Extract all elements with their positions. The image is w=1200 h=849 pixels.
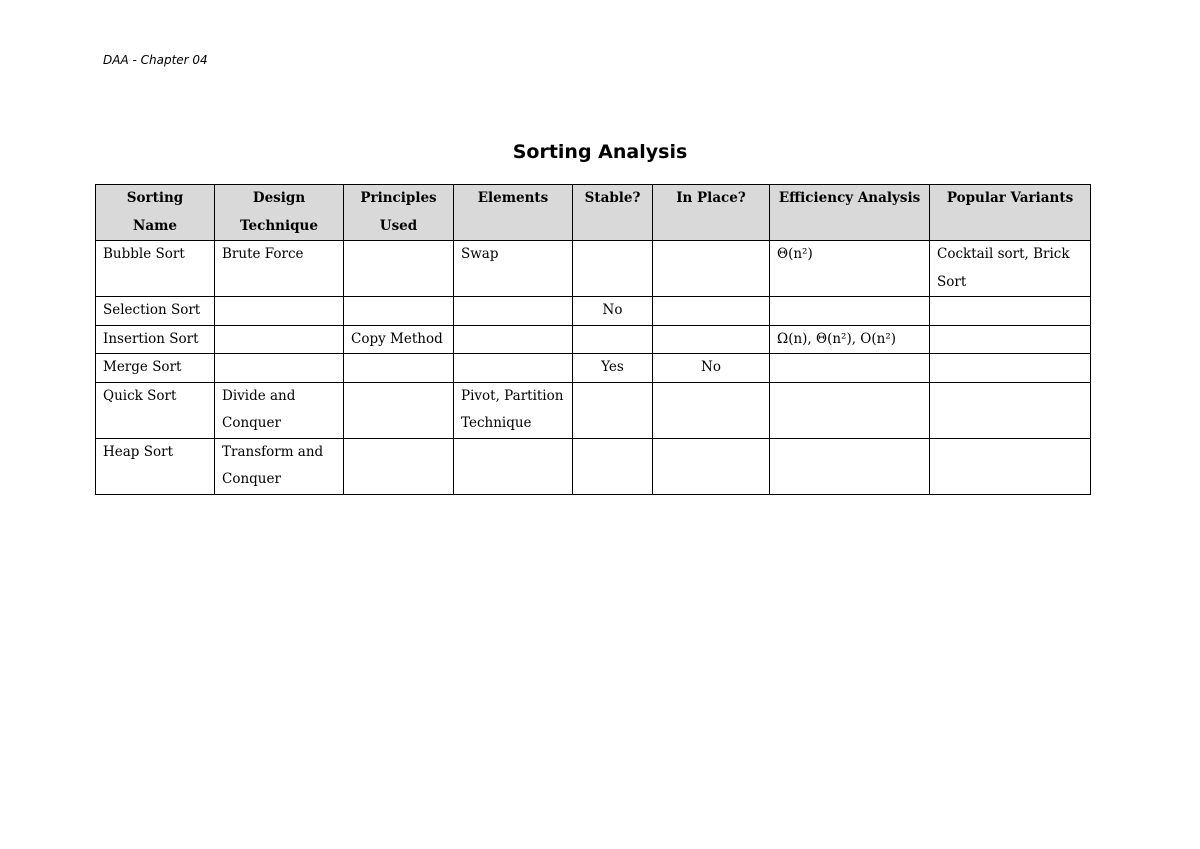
table-cell xyxy=(770,297,930,326)
table-cell xyxy=(930,325,1091,354)
table-cell xyxy=(930,382,1091,438)
table-cell xyxy=(215,297,344,326)
table-cell xyxy=(215,325,344,354)
table-cell xyxy=(454,325,573,354)
table-cell: Ω(n), Θ(n²), O(n²) xyxy=(770,325,930,354)
table-cell xyxy=(930,438,1091,494)
table-cell: Swap xyxy=(454,241,573,297)
table-row xyxy=(96,241,1091,297)
table-cell: Pivot, Partition Technique xyxy=(454,382,573,438)
table-row xyxy=(96,325,1091,354)
table-cell: Cocktail sort, Brick Sort xyxy=(930,241,1091,297)
table-cell xyxy=(653,438,770,494)
table-cell xyxy=(344,297,454,326)
table-cell xyxy=(215,354,344,383)
column-header: Sorting Name xyxy=(96,185,215,241)
table-cell: No xyxy=(573,297,653,326)
table-cell: Copy Method xyxy=(344,325,454,354)
table-cell xyxy=(344,241,454,297)
table-cell: Selection Sort xyxy=(96,297,215,326)
table-cell: No xyxy=(653,354,770,383)
table-row xyxy=(96,297,1091,326)
table-row xyxy=(96,354,1091,383)
table-cell xyxy=(454,354,573,383)
column-header: In Place? xyxy=(653,185,770,241)
column-header: Elements xyxy=(454,185,573,241)
table-cell xyxy=(573,382,653,438)
table-cell xyxy=(653,382,770,438)
table-cell: Θ(n²) xyxy=(770,241,930,297)
table-cell xyxy=(770,382,930,438)
table-cell xyxy=(930,354,1091,383)
table-cell xyxy=(573,241,653,297)
table-cell xyxy=(454,297,573,326)
table-cell: Divide and Conquer xyxy=(215,382,344,438)
table-header-row xyxy=(96,185,1091,241)
table-cell: Brute Force xyxy=(215,241,344,297)
sorting-analysis-table xyxy=(95,184,1091,495)
table-row xyxy=(96,438,1091,494)
table-cell: Heap Sort xyxy=(96,438,215,494)
table-row xyxy=(96,382,1091,438)
table-cell xyxy=(653,297,770,326)
table-cell: Transform and Conquer xyxy=(215,438,344,494)
table-cell xyxy=(573,325,653,354)
table-cell: Bubble Sort xyxy=(96,241,215,297)
table-cell: Quick Sort xyxy=(96,382,215,438)
table-cell: Merge Sort xyxy=(96,354,215,383)
table-cell xyxy=(770,354,930,383)
column-header: Popular Variants xyxy=(930,185,1091,241)
column-header: Efficiency Analysis xyxy=(770,185,930,241)
table-cell xyxy=(653,241,770,297)
table-cell xyxy=(454,438,573,494)
table-cell: Insertion Sort xyxy=(96,325,215,354)
table-cell xyxy=(653,325,770,354)
table-cell xyxy=(344,382,454,438)
page-header: DAA - Chapter 04 xyxy=(103,53,208,67)
table-cell xyxy=(930,297,1091,326)
column-header: Principles Used xyxy=(344,185,454,241)
table-cell xyxy=(573,438,653,494)
table-cell: Yes xyxy=(573,354,653,383)
table-cell xyxy=(344,354,454,383)
table-cell xyxy=(344,438,454,494)
column-header: Stable? xyxy=(573,185,653,241)
document-title: Sorting Analysis xyxy=(512,141,688,163)
table-cell xyxy=(770,438,930,494)
column-header: Design Technique xyxy=(215,185,344,241)
